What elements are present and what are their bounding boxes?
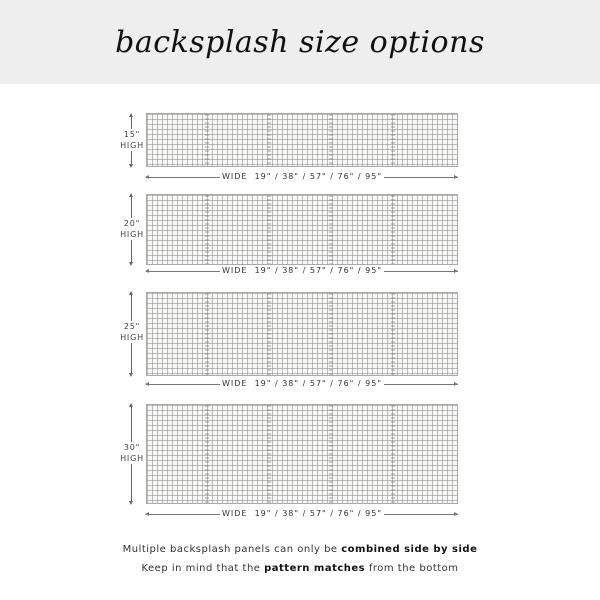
panel-seam — [391, 293, 395, 375]
footer-note-pattern — [0, 563, 600, 574]
panel-seam — [205, 114, 209, 166]
width-label — [220, 172, 384, 182]
height-value: 20" — [123, 219, 141, 228]
arrow-right-icon — [454, 269, 458, 273]
arrow-right-icon — [454, 382, 458, 386]
width-values: 19" / 38" / 57" / 76" / 95" — [254, 172, 382, 181]
width-values: 19" / 38" / 57" / 76" / 95" — [254, 509, 382, 518]
height-unit: HIGH — [120, 454, 144, 463]
footer-note-combine — [0, 544, 600, 555]
height-unit: HIGH — [120, 141, 144, 150]
height-unit: HIGH — [120, 230, 144, 239]
backsplash-panel — [146, 404, 458, 504]
width-prefix: WIDE — [222, 379, 248, 388]
width-values: 19" / 38" / 57" / 76" / 95" — [254, 266, 382, 275]
panel-seam — [267, 114, 271, 166]
width-label — [220, 509, 384, 519]
arrow-right-icon — [454, 175, 458, 179]
height-unit: HIGH — [120, 333, 144, 342]
footer-emphasis: combined side by side — [341, 544, 478, 555]
panel-seam — [391, 405, 395, 503]
panel-seam — [329, 195, 333, 264]
arrow-down-icon — [129, 373, 133, 377]
footer-text: Keep in mind that the — [141, 563, 265, 574]
panel-seam — [267, 293, 271, 375]
footer-text: Multiple backsplash panels can only be — [122, 544, 342, 555]
width-values: 19" / 38" / 57" / 76" / 95" — [254, 379, 382, 388]
arrow-down-icon — [129, 164, 133, 168]
backsplash-panel — [146, 292, 458, 376]
header-banner — [0, 0, 600, 84]
panel-seam — [205, 293, 209, 375]
width-prefix: WIDE — [222, 266, 248, 275]
panel-seam — [267, 195, 271, 264]
panel-seam — [267, 405, 271, 503]
panel-seam — [391, 114, 395, 166]
page-title: backsplash size options — [115, 24, 485, 60]
panel-seam — [205, 195, 209, 264]
panel-seam — [205, 405, 209, 503]
height-value: 15" — [123, 130, 141, 139]
backsplash-panel — [146, 194, 458, 265]
footer-emphasis: pattern matches — [264, 563, 366, 574]
height-value: 30" — [123, 443, 141, 452]
backsplash-panel — [146, 113, 458, 167]
panel-seam — [391, 195, 395, 264]
arrow-down-icon — [129, 501, 133, 505]
panel-seam — [329, 293, 333, 375]
panel-seam — [329, 405, 333, 503]
width-prefix: WIDE — [222, 172, 248, 181]
width-label — [220, 266, 384, 276]
width-label — [220, 379, 384, 389]
arrow-right-icon — [454, 512, 458, 516]
panel-seam — [329, 114, 333, 166]
footer-text: from the bottom — [365, 563, 459, 574]
arrow-down-icon — [129, 262, 133, 266]
height-value: 25" — [123, 322, 141, 331]
width-prefix: WIDE — [222, 509, 248, 518]
